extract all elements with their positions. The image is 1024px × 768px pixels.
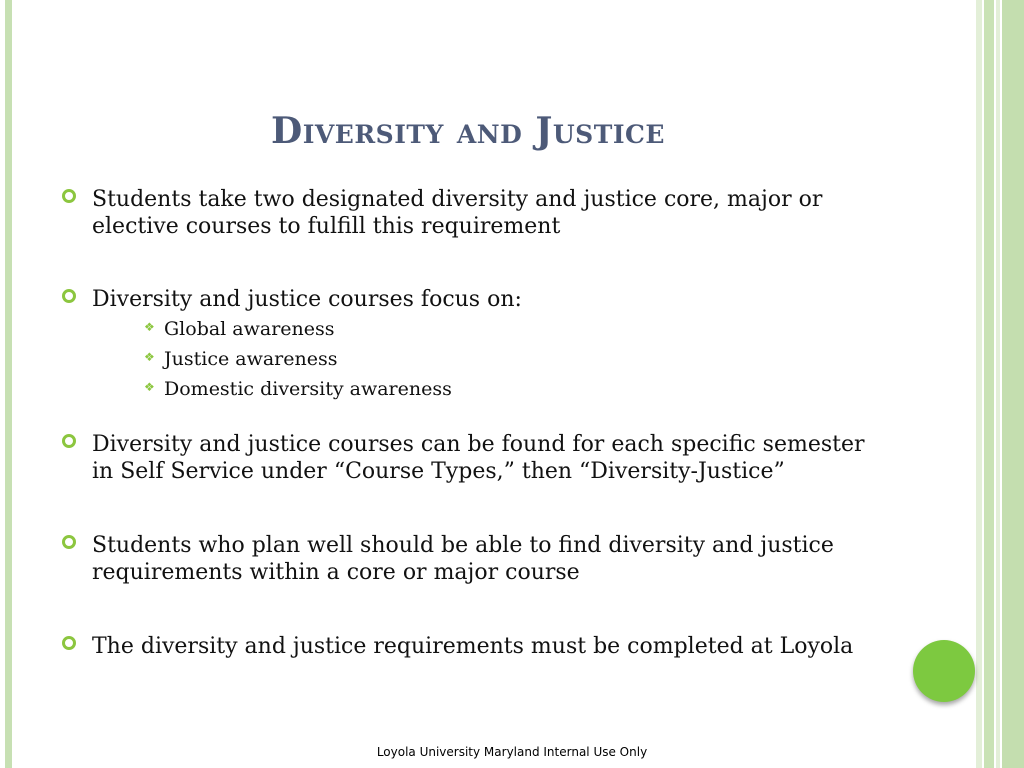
green-circle-decoration xyxy=(913,640,975,702)
sub-bullet-item xyxy=(62,347,892,371)
bullet-circle-icon xyxy=(62,289,76,303)
diamond-bullet-icon: ❖ xyxy=(144,350,155,364)
bullet-circle-icon xyxy=(62,636,76,650)
bullet-item xyxy=(62,186,892,240)
slide-footer: Loyola University Maryland Internal Use Only xyxy=(376,745,648,759)
bullet-item xyxy=(62,431,892,485)
sub-bullet-text: Justice awareness xyxy=(164,348,338,370)
bullet-circle-icon xyxy=(62,434,76,448)
bullet-item xyxy=(62,633,892,660)
bullet-text: Diversity and justice courses can be found for each specific semester in Self Service under “Course Types,” then “Diversity-Justice” xyxy=(92,432,865,484)
bullet-item xyxy=(62,286,892,313)
sub-bullet-item xyxy=(62,317,892,341)
bullet-text: The diversity and justice requirements must be completed at Loyola xyxy=(92,634,854,659)
bullet-text: Students take two designated diversity and justice core, major or elective courses to fulfill this requirement xyxy=(92,187,823,239)
diamond-bullet-icon: ❖ xyxy=(144,380,155,394)
bullet-text: Diversity and justice courses focus on: xyxy=(92,287,522,312)
bullet-circle-icon xyxy=(62,189,76,203)
sub-bullet-text: Domestic diversity awareness xyxy=(164,378,452,400)
sub-bullet-text: Global awareness xyxy=(164,318,335,340)
bullet-text: Students who plan well should be able to find diversity and justice requirements within a core or major course xyxy=(92,533,834,585)
slide-title: Diversity and Justice xyxy=(271,110,665,152)
slide-content xyxy=(62,186,892,660)
bullet-circle-icon xyxy=(62,535,76,549)
diamond-bullet-icon: ❖ xyxy=(144,320,155,334)
bullet-item xyxy=(62,532,892,586)
sub-bullet-item xyxy=(62,377,892,401)
right-decorative-stripes xyxy=(976,0,1024,768)
